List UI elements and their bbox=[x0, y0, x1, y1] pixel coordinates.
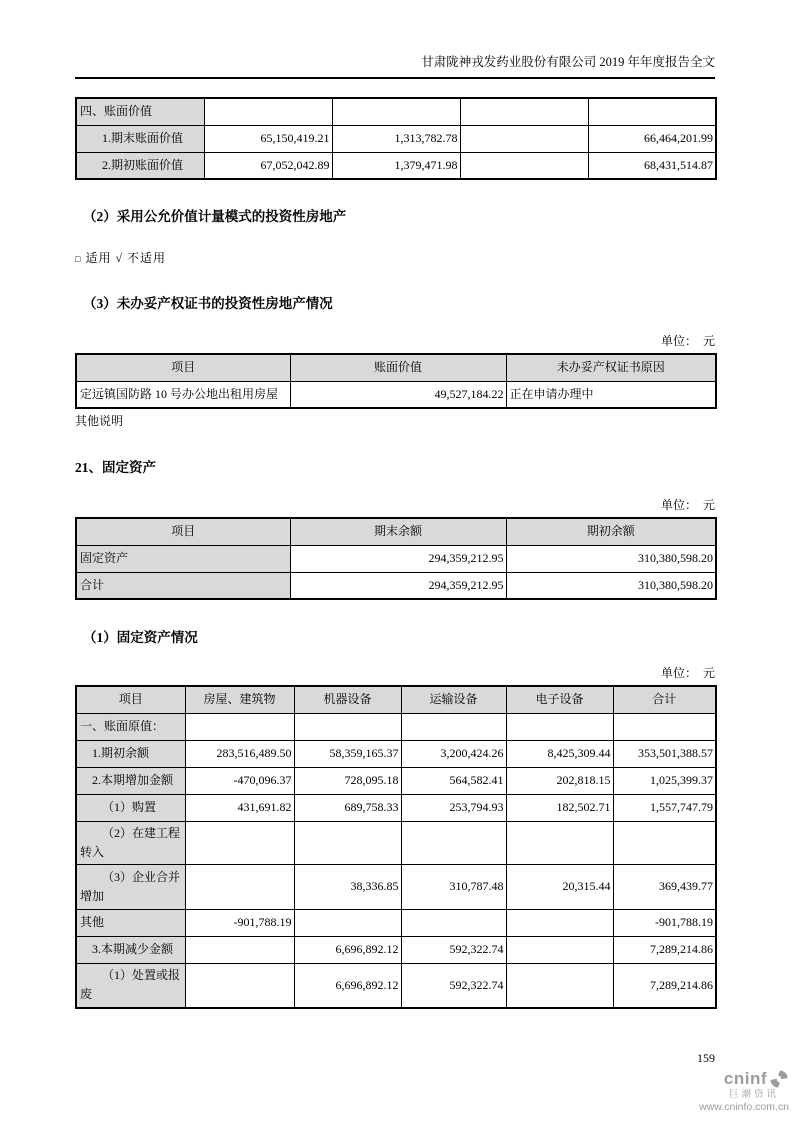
column-header: 项目 bbox=[76, 518, 290, 545]
row-label-cell: （3）企业合并增加 bbox=[76, 864, 185, 909]
table-header-row bbox=[76, 354, 716, 381]
value-cell: 8,425,309.44 bbox=[506, 740, 613, 767]
column-header: 未办妥产权证书原因 bbox=[506, 354, 716, 381]
table-row bbox=[76, 381, 716, 408]
value-cell: 564,582.41 bbox=[401, 767, 506, 794]
value-cell: 294,359,212.95 bbox=[290, 572, 506, 599]
value-cell: 67,052,042.89 bbox=[204, 152, 332, 179]
row-label-cell: 四、账面价值 bbox=[76, 98, 204, 125]
cninfo-url: www.cninfo.com.cn bbox=[699, 1101, 789, 1114]
value-cell: 310,787.48 bbox=[401, 864, 506, 909]
value-cell bbox=[506, 963, 613, 1008]
checkbox-unchecked-icon: □ bbox=[75, 254, 82, 264]
value-cell bbox=[506, 821, 613, 864]
row-label-cell: 2.本期增加金额 bbox=[76, 767, 185, 794]
value-cell: 6,696,892.12 bbox=[294, 936, 401, 963]
value-cell: 689,758.33 bbox=[294, 794, 401, 821]
table-row bbox=[76, 98, 716, 125]
table-row bbox=[76, 821, 716, 864]
no-cert-table bbox=[75, 353, 717, 409]
column-header: 合计 bbox=[613, 686, 716, 713]
value-cell: 353,501,388.57 bbox=[613, 740, 716, 767]
row-label-cell: 2.期初账面价值 bbox=[76, 152, 204, 179]
fixed-assets-detail-table bbox=[75, 685, 717, 1009]
column-header: 账面价值 bbox=[290, 354, 506, 381]
value-cell bbox=[401, 821, 506, 864]
value-cell: 65,150,419.21 bbox=[204, 125, 332, 152]
value-cell: 7,289,214.86 bbox=[613, 936, 716, 963]
value-cell: 1,379,471.98 bbox=[332, 152, 460, 179]
value-cell: -901,788.19 bbox=[613, 909, 716, 936]
table-header-row bbox=[76, 518, 716, 545]
row-label-cell: 一、账面原值： bbox=[76, 713, 185, 740]
cninfo-brand-text: cninf bbox=[723, 1068, 767, 1088]
value-cell: 202,818.15 bbox=[506, 767, 613, 794]
value-cell: 58,359,165.37 bbox=[294, 740, 401, 767]
value-cell: 7,289,214.86 bbox=[613, 963, 716, 1008]
value-cell: 1,313,782.78 bbox=[332, 125, 460, 152]
table-row bbox=[76, 572, 716, 599]
unit-label: 单位： 元 bbox=[660, 334, 715, 348]
value-cell: 592,322.74 bbox=[401, 936, 506, 963]
value-cell bbox=[332, 98, 460, 125]
column-header: 运输设备 bbox=[401, 686, 506, 713]
table-row bbox=[76, 794, 716, 821]
report-header-title: 甘肃陇神戎发药业股份有限公司 2019 年年度报告全文 bbox=[75, 52, 715, 79]
column-header: 机器设备 bbox=[294, 686, 401, 713]
row-label-cell: （2）在建工程转入 bbox=[76, 821, 185, 864]
row-label-cell: 1.期初余额 bbox=[76, 740, 185, 767]
table-row bbox=[76, 767, 716, 794]
value-cell: 253,794.93 bbox=[401, 794, 506, 821]
table-row bbox=[76, 152, 716, 179]
value-cell bbox=[460, 125, 588, 152]
other-note-label: 其他说明 bbox=[75, 414, 124, 428]
book-value-table bbox=[75, 97, 717, 180]
table-row bbox=[76, 864, 716, 909]
value-cell: -470,096.37 bbox=[185, 767, 294, 794]
value-cell bbox=[401, 909, 506, 936]
value-cell bbox=[401, 713, 506, 740]
row-label-cell: 合计 bbox=[76, 572, 290, 599]
value-cell: 369,439.77 bbox=[613, 864, 716, 909]
value-cell: 20,315.44 bbox=[506, 864, 613, 909]
table-row bbox=[76, 713, 716, 740]
value-cell: 正在申请办理中 bbox=[506, 381, 716, 408]
column-header: 期末余额 bbox=[290, 518, 506, 545]
table-header-row bbox=[76, 686, 716, 713]
value-cell: -901,788.19 bbox=[185, 909, 294, 936]
table-row bbox=[76, 545, 716, 572]
value-cell bbox=[613, 713, 716, 740]
cninfo-logo bbox=[699, 1069, 789, 1114]
value-cell: 294,359,212.95 bbox=[290, 545, 506, 572]
cninfo-chinese-name: 巨潮资讯 bbox=[728, 1089, 779, 1101]
table-row bbox=[76, 909, 716, 936]
value-cell: 66,464,201.99 bbox=[588, 125, 716, 152]
value-cell bbox=[506, 713, 613, 740]
value-cell bbox=[588, 98, 716, 125]
value-cell: 68,431,514.87 bbox=[588, 152, 716, 179]
table-row bbox=[76, 936, 716, 963]
value-cell bbox=[185, 821, 294, 864]
unit-label: 单位： 元 bbox=[660, 666, 715, 680]
row-label-cell: 定远镇国防路 10 号办公地出租用房屋 bbox=[76, 381, 290, 408]
value-cell: 182,502.71 bbox=[506, 794, 613, 821]
value-cell: 1,557,747.79 bbox=[613, 794, 716, 821]
row-label-cell: 固定资产 bbox=[76, 545, 290, 572]
value-cell bbox=[185, 864, 294, 909]
applicability-line bbox=[75, 249, 715, 266]
value-cell bbox=[460, 98, 588, 125]
row-label-cell: （1）处置或报废 bbox=[76, 963, 185, 1008]
value-cell: 728,095.18 bbox=[294, 767, 401, 794]
cninfo-swirl-icon bbox=[769, 1069, 789, 1089]
value-cell: 310,380,598.20 bbox=[506, 572, 716, 599]
value-cell: 6,696,892.12 bbox=[294, 963, 401, 1008]
value-cell: 38,336.85 bbox=[294, 864, 401, 909]
column-header: 房屋、建筑物 bbox=[185, 686, 294, 713]
value-cell bbox=[613, 821, 716, 864]
value-cell bbox=[460, 152, 588, 179]
value-cell: 431,691.82 bbox=[185, 794, 294, 821]
table-row bbox=[76, 740, 716, 767]
page-number: 159 bbox=[697, 1051, 715, 1065]
column-header: 项目 bbox=[76, 686, 185, 713]
fixed-assets-summary-table bbox=[75, 517, 717, 600]
column-header: 期初余额 bbox=[506, 518, 716, 545]
value-cell bbox=[506, 936, 613, 963]
value-cell: 592,322.74 bbox=[401, 963, 506, 1008]
section-heading-fixed-assets-detail: （1）固定资产情况 bbox=[83, 630, 198, 645]
value-cell: 310,380,598.20 bbox=[506, 545, 716, 572]
row-label-cell: 其他 bbox=[76, 909, 185, 936]
row-label-cell: 3.本期减少金额 bbox=[76, 936, 185, 963]
row-label-cell: （1）购置 bbox=[76, 794, 185, 821]
value-cell bbox=[204, 98, 332, 125]
table-row bbox=[76, 125, 716, 152]
unit-label: 单位： 元 bbox=[660, 498, 715, 512]
value-cell bbox=[506, 909, 613, 936]
value-cell: 283,516,489.50 bbox=[185, 740, 294, 767]
not-applicable-label: 不适用 bbox=[127, 251, 167, 265]
check-mark-icon: √ bbox=[115, 251, 124, 265]
table-row bbox=[76, 963, 716, 1008]
value-cell: 3,200,424.26 bbox=[401, 740, 506, 767]
value-cell bbox=[294, 821, 401, 864]
row-label-cell: 1.期末账面价值 bbox=[76, 125, 204, 152]
section-heading-fixed-assets: 21、固定资产 bbox=[75, 460, 156, 475]
value-cell: 1,025,399.37 bbox=[613, 767, 716, 794]
column-header: 电子设备 bbox=[506, 686, 613, 713]
value-cell bbox=[185, 963, 294, 1008]
section-heading-no-cert: （3）未办妥产权证书的投资性房地产情况 bbox=[83, 296, 333, 311]
column-header: 项目 bbox=[76, 354, 290, 381]
value-cell bbox=[185, 713, 294, 740]
value-cell bbox=[294, 909, 401, 936]
cninfo-logo-top bbox=[699, 1069, 789, 1089]
section-heading-fair-value: （2）采用公允价值计量模式的投资性房地产 bbox=[83, 209, 347, 224]
applicable-label: 适用 bbox=[85, 251, 112, 265]
value-cell: 49,527,184.22 bbox=[290, 381, 506, 408]
value-cell bbox=[185, 936, 294, 963]
value-cell bbox=[294, 713, 401, 740]
